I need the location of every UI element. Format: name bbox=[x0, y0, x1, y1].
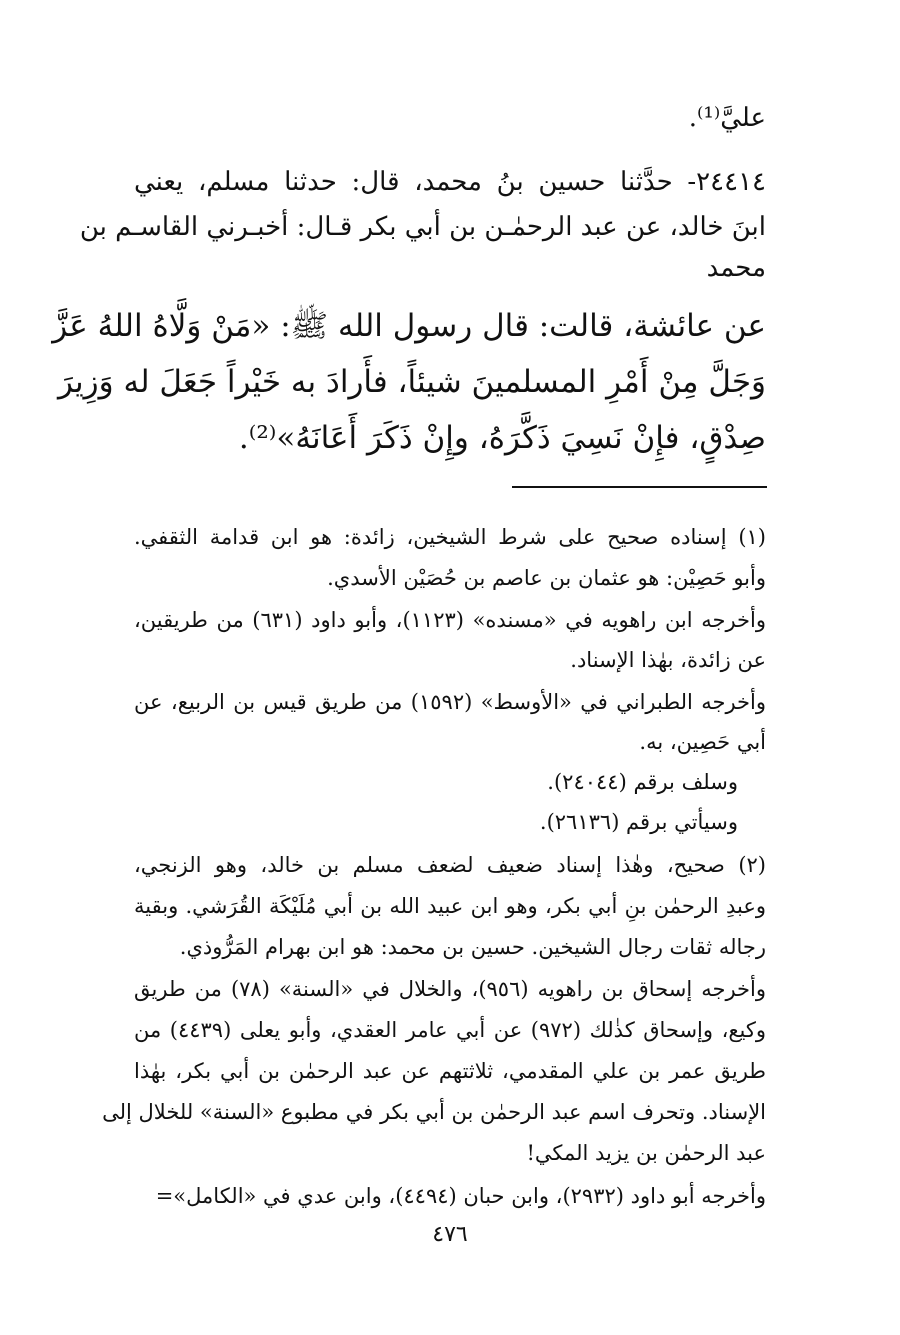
hadith-matn-line: عن عائشة، قالت: قال رسول الله ﷺ: «مَنْ وَلَّاهُ اللهُ عَزَّ bbox=[52, 308, 766, 344]
hadith-isnad-line: ٢٤٤١٤- حدَّثنا حسين بنُ محمد، قال: حدثنا مسلم، يعني bbox=[134, 167, 766, 197]
footnote-separator bbox=[512, 486, 767, 488]
footnote-line: وأخرجه الطبراني في «الأوسط» (١٥٩٢) من طريق قيس بن الربيع، عن bbox=[134, 690, 766, 714]
footnote-line: وسيأتي برقم (٢٦١٣٦). bbox=[539, 810, 738, 834]
footnote-line: وأخرجه أبو داود (٢٩٣٢)، وابن حبان (٤٤٩٤)، وابن عدي في «الكامل»= bbox=[155, 1184, 766, 1208]
continuation-line: عليَّ⁽¹⁾. bbox=[688, 103, 766, 133]
footnote-line: أبي حَصِين، به. bbox=[639, 730, 766, 754]
hadith-matn-line: صِدْقٍ، فإِنْ نَسِيَ ذَكَّرَهُ، وإِنْ ذَكَرَ أَعَانَهُ»⁽²⁾. bbox=[238, 420, 766, 456]
footnote-line: وعبدِ الرحمٰن بنِ أبي بكر، وهو ابن عبيد الله بن أبي مُلَيْكَة القُرَشي. وبقية bbox=[134, 894, 766, 918]
footnote-line: وأخرجه إسحاق بن راهويه (٩٥٦)، والخلال في «السنة» (٧٨) من طريق bbox=[134, 977, 766, 1001]
footnote-line: عن زائدة، بهٰذا الإسناد. bbox=[570, 648, 766, 672]
hadith-isnad-line: محمد bbox=[706, 253, 766, 283]
footnote-line: (٢) صحيح، وهٰذا إسناد ضعيف لضعف مسلم بن خالد، وهو الزنجي، bbox=[134, 853, 766, 877]
footnote-line: وكيع، وإسحاق كذٰلك (٩٧٢) عن أبي عامر العقدي، وأبو يعلى (٤٤٣٩) من bbox=[134, 1018, 766, 1042]
footnote-line: طريق عمر بن علي المقدمي، ثلاثتهم عن عبد الرحمٰن بن أبي بكر، بهٰذا bbox=[134, 1059, 766, 1083]
footnote-line: وأخرجه ابن راهويه في «مسنده» (١١٢٣)، وأبو داود (٦٣١) من طريقين، bbox=[134, 608, 766, 632]
footnote-line: وأبو حَصِيْن: هو عثمان بن عاصم بن حُصَيْن الأسدي. bbox=[327, 566, 766, 590]
hadith-isnad-line: ابنَ خالد، عن عبد الرحمٰـن بن أبي بكر قـال: أخبـرني القاسـم بن bbox=[79, 212, 766, 242]
page-number: ٤٧٦ bbox=[432, 1222, 468, 1247]
footnote-line: عبد الرحمٰن بن يزيد المكي! bbox=[526, 1141, 766, 1165]
footnote-line: الإسناد. وتحرف اسم عبد الرحمٰن بن أبي بكر في مطبوع «السنة» للخلال إلى bbox=[102, 1100, 766, 1124]
footnote-line: رجاله ثقات رجال الشيخين. حسين بن محمد: هو ابن بهرام المَرُّوذي. bbox=[179, 935, 766, 959]
footnote-line: (١) إسناده صحيح على شرط الشيخين، زائدة: هو ابن قدامة الثقفي. bbox=[134, 525, 766, 549]
hadith-matn-line: وَجَلَّ مِنْ أَمْرِ المسلمينَ شيئاً، فأَرادَ به خَيْراً جَعَلَ له وَزِيرَ bbox=[57, 364, 766, 400]
footnote-line: وسلف برقم (٢٤٠٤٤). bbox=[547, 770, 738, 794]
